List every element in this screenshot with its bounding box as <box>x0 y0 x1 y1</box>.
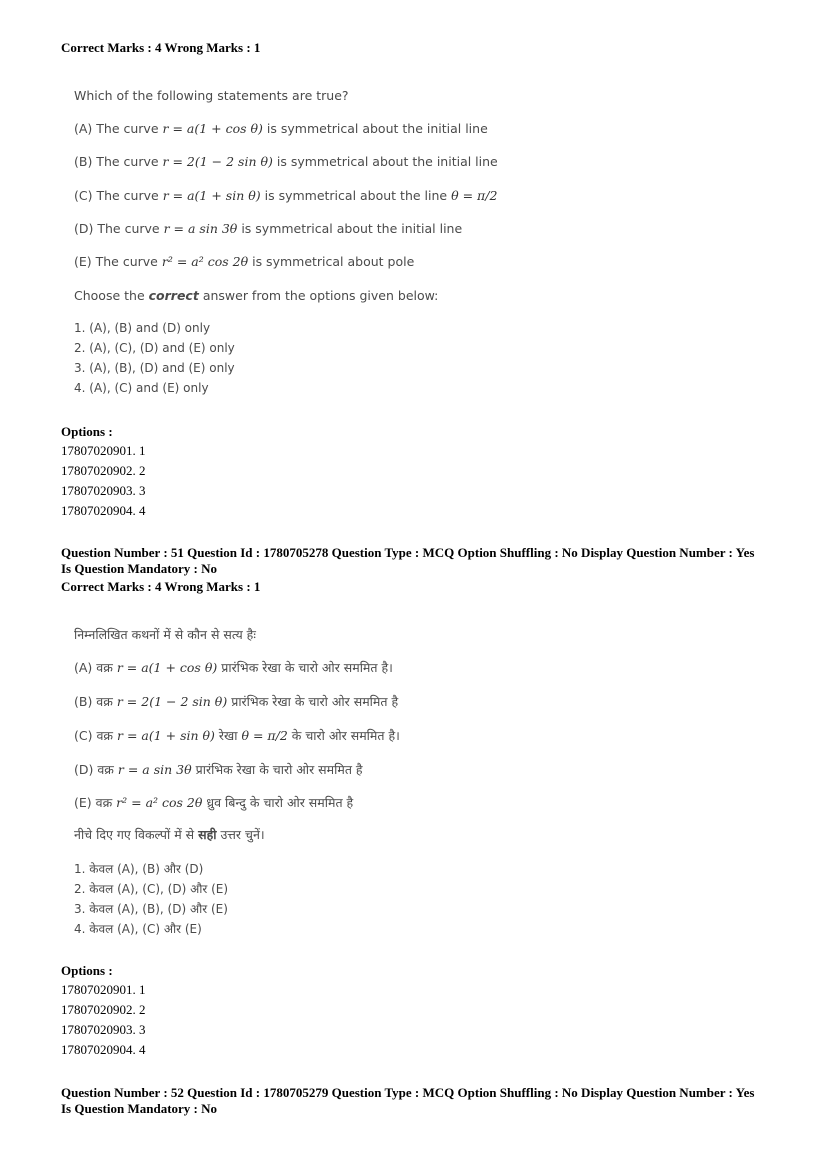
question-header: Question Number : 52 Question Id : 1780705279 Question Type : MCQ Option Shuffling : No Display Question Number : Yes <box>61 1085 755 1100</box>
choice-item: 4. केवल (A), (C) और (E) <box>74 922 202 936</box>
question-intro: निम्नलिखित कथनों में से कौन से सत्य हैः <box>74 627 256 642</box>
choose-instruction: नीचे दिए गए विकल्पों में से सही उत्तर चुनें। <box>74 827 265 842</box>
question-mandatory: Is Question Mandatory : No <box>61 561 218 576</box>
choice-item: 2. केवल (A), (C), (D) और (E) <box>74 882 229 896</box>
option-item: 17807020901. 1 <box>61 443 146 458</box>
statement-b: (B) The curve r = 2(1 − 2 sin θ) is symmetrical about the initial line <box>74 154 498 169</box>
statement-c: (C) The curve r = a(1 + sin θ) is symmetrical about the line θ = π/2 <box>74 188 498 203</box>
math-expression: r² = a² cos 2θ <box>161 254 249 269</box>
statement-a: (A) वक्र r = a(1 + cos θ) प्रारंभिक रेखा के चारो ओर सममित है। <box>74 660 393 675</box>
option-item: 17807020904. 4 <box>61 503 146 518</box>
options-label: Options : <box>61 963 113 978</box>
math-expression: r = a sin 3θ <box>163 221 238 236</box>
statement-c: (C) वक्र r = a(1 + sin θ) रेखा θ = π/2 के चारो ओर सममित है। <box>74 728 400 743</box>
statement-a: (A) The curve r = a(1 + cos θ) is symmetrical about the initial line <box>74 121 488 136</box>
option-item: 17807020902. 2 <box>61 1002 146 1017</box>
option-item: 17807020901. 1 <box>61 982 146 997</box>
question-intro: Which of the following statements are true? <box>74 88 349 103</box>
statement-b: (B) वक्र r = 2(1 − 2 sin θ) प्रारंभिक रेखा के चारो ओर सममित है <box>74 694 399 709</box>
math-expression: r = 2(1 − 2 sin θ) <box>116 694 228 709</box>
option-item: 17807020903. 3 <box>61 1022 146 1037</box>
option-item: 17807020904. 4 <box>61 1042 146 1057</box>
question-header: Question Number : 51 Question Id : 1780705278 Question Type : MCQ Option Shuffling : No Display Question Number : Yes <box>61 545 755 560</box>
math-expression: r = a(1 + cos θ) <box>116 660 218 675</box>
math-expression: r = a(1 + sin θ) <box>117 728 215 743</box>
math-expression: r = a(1 + sin θ) <box>162 188 261 203</box>
marks-line: Correct Marks : 4 Wrong Marks : 1 <box>61 579 261 594</box>
statement-d: (D) The curve r = a sin 3θ is symmetrical about the initial line <box>74 221 463 236</box>
math-expression: r = a(1 + cos θ) <box>162 121 263 136</box>
math-expression: r = 2(1 − 2 sin θ) <box>162 154 273 169</box>
choice-item: 2. (A), (C), (D) and (E) only <box>74 341 235 355</box>
choice-item: 3. (A), (B), (D) and (E) only <box>74 361 235 375</box>
question-mandatory: Is Question Mandatory : No <box>61 1101 218 1116</box>
option-item: 17807020902. 2 <box>61 463 146 478</box>
math-expression: r = a sin 3θ <box>117 762 192 777</box>
statement-e: (E) वक्र r² = a² cos 2θ ध्रुव बिन्दु के चारो ओर सममित है <box>74 795 354 810</box>
statement-d: (D) वक्र r = a sin 3θ प्रारंभिक रेखा के चारो ओर सममित है <box>74 762 363 777</box>
choice-item: 1. (A), (B) and (D) only <box>74 321 211 335</box>
marks-line: Correct Marks : 4 Wrong Marks : 1 <box>61 40 261 55</box>
option-item: 17807020903. 3 <box>61 483 146 498</box>
statement-e: (E) The curve r² = a² cos 2θ is symmetrical about pole <box>74 254 415 269</box>
math-expression: θ = π/2 <box>241 728 288 743</box>
options-label: Options : <box>61 424 113 439</box>
math-expression: r² = a² cos 2θ <box>116 795 203 810</box>
choice-item: 3. केवल (A), (B), (D) और (E) <box>74 902 228 916</box>
choose-instruction: Choose the correct answer from the options given below: <box>74 288 439 303</box>
choice-item: 4. (A), (C) and (E) only <box>74 381 209 395</box>
choice-item: 1. केवल (A), (B) और (D) <box>74 862 204 876</box>
math-expression: θ = π/2 <box>451 188 498 203</box>
